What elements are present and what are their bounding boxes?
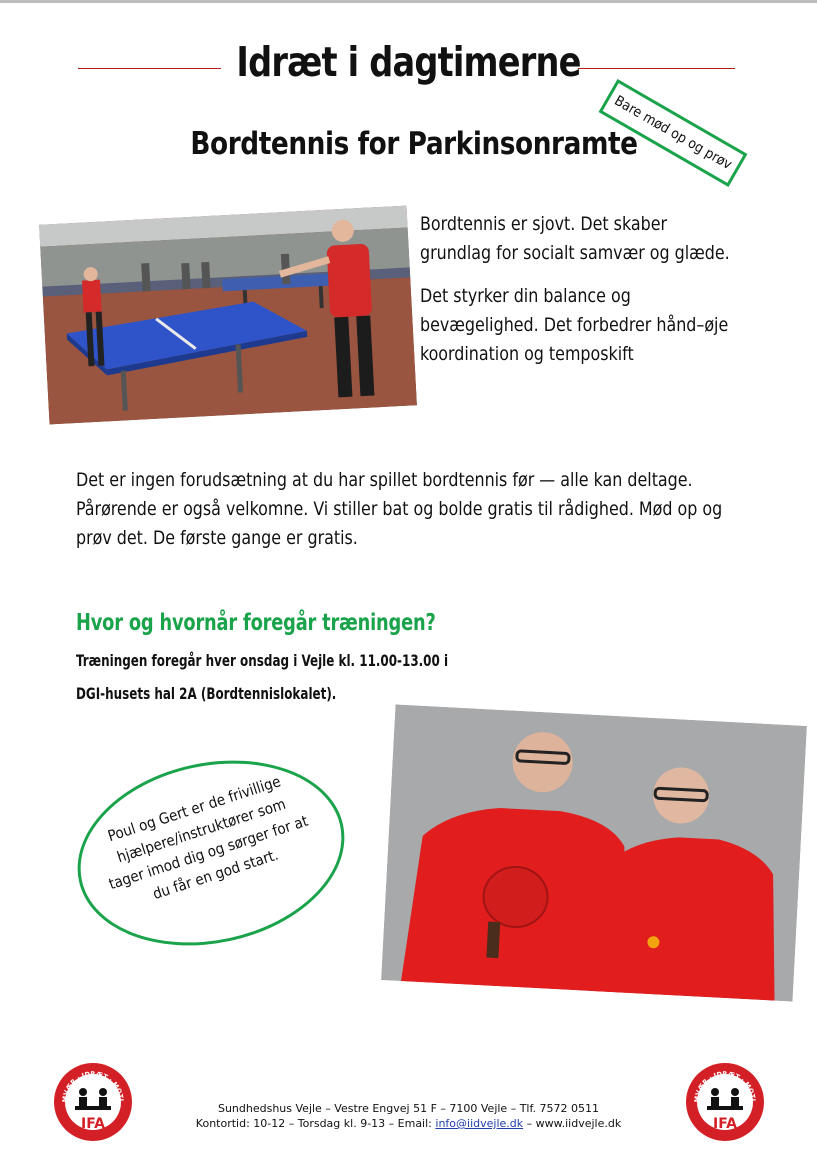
page-subtitle: Bordtennis for Parkinsonramte bbox=[190, 126, 638, 162]
ifa-logo-icon bbox=[685, 1062, 765, 1142]
footer bbox=[150, 1101, 667, 1131]
intro-paragraph-1: Bordtennis er sjovt. Det skaber grundlag for socialt samvær og glæde. bbox=[420, 213, 730, 264]
footer-website: – www.iidvejle.dk bbox=[526, 1117, 622, 1130]
badge-label: Bare mød op og prøv bbox=[611, 92, 735, 174]
ifa-logo-left bbox=[53, 1062, 133, 1142]
schedule-heading: Hvor og hvornår foregår træningen? bbox=[76, 610, 436, 636]
intro-paragraph-2: Det styrker din balance og bevægelighed. Det forbedrer hånd–øje koordination og temposkift bbox=[420, 285, 729, 365]
svg-text:SAMVÆR · IDRÆT · MOTION: MVÆR · IDRÆT · MOTI bbox=[692, 1069, 758, 1103]
schedule-line-2: DGI-husets hal 2A (Bordtennislokalet). bbox=[76, 684, 337, 703]
svg-text:IFA: IFA bbox=[712, 1116, 738, 1132]
footer-address: Sundhedshus Vejle – Vestre Engvej 51 F – 7100 Vejle – Tlf. 7572 0511 bbox=[217, 1102, 600, 1115]
page-title: Idræt i dagtimerne bbox=[236, 38, 581, 86]
ifa-logo-right bbox=[685, 1062, 765, 1142]
volunteers-photo bbox=[381, 704, 807, 1001]
hall-illustration bbox=[39, 206, 417, 425]
ifa-logo-icon bbox=[53, 1062, 133, 1142]
volunteers-illustration bbox=[381, 704, 807, 1001]
footer-contact bbox=[150, 1116, 667, 1131]
top-border bbox=[0, 0, 817, 3]
schedule-line-1: Træningen foregår hver onsdag i Vejle kl. 11.00-13.00 i bbox=[76, 651, 449, 670]
svg-text:IFA: IFA bbox=[80, 1116, 106, 1132]
email-link[interactable]: info@iidvejle.dk bbox=[435, 1117, 524, 1130]
callout-text: Poul og Gert er de frivillige hjælpere/instruktører som tager imod dig og sørger for at du får en god start. bbox=[105, 772, 311, 904]
svg-text:SAMVÆR · IDRÆT · MOTION: MVÆR · IDRÆT · MOTI bbox=[60, 1069, 126, 1103]
description-paragraph: Det er ingen forudsætning at du har spillet bordtennis før — alle kan deltage. Pårørende er også velkomne. Vi stiller bat og bolde gratis til rådighed. Mød op og prøv det. De første gange er gratis. bbox=[76, 469, 723, 549]
table-tennis-hall-photo bbox=[39, 206, 417, 425]
footer-hours: Kontortid: 10-12 – Torsdag kl. 9-13 – Email: bbox=[195, 1117, 432, 1130]
